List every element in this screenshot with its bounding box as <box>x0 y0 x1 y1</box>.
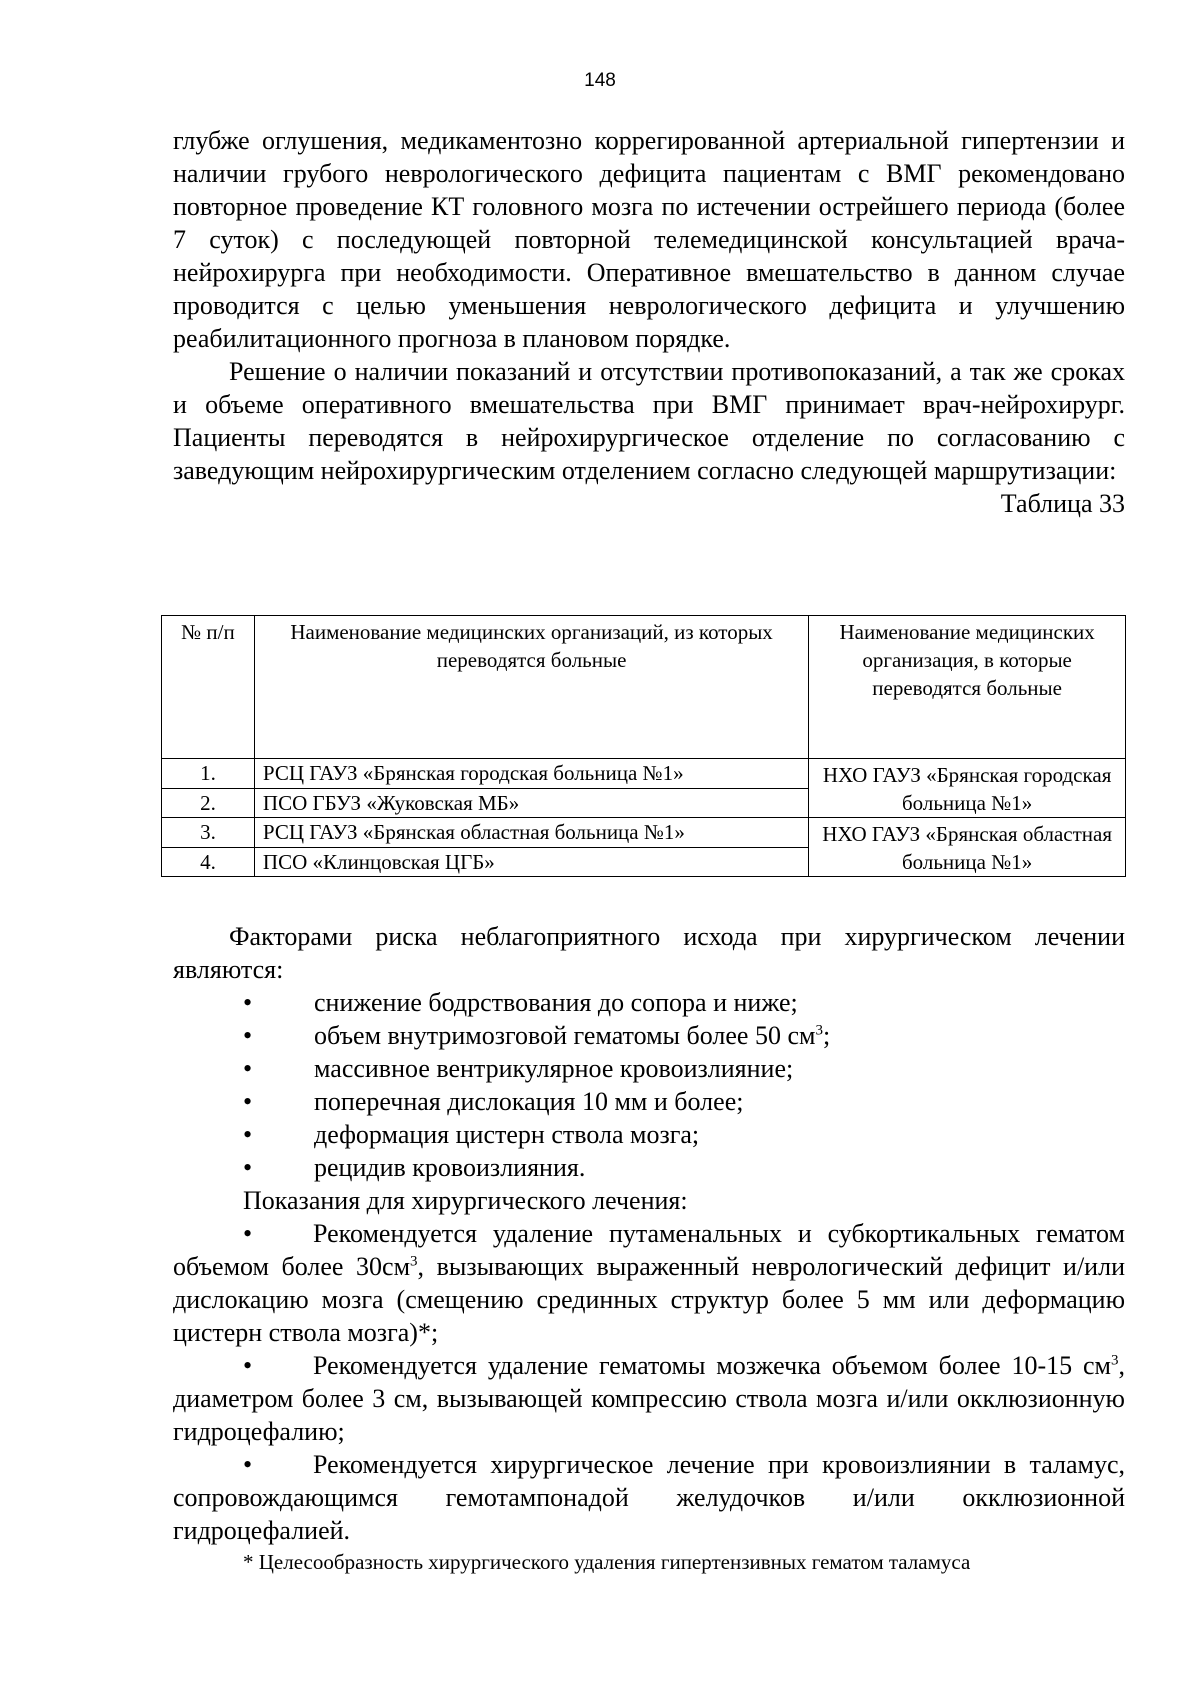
row-from: РСЦ ГАУЗ «Брянская городская больница №1» <box>254 759 808 789</box>
bullet-icon: • <box>243 1054 253 1083</box>
indication-1: • Рекомендуется удаление путаменальных и субкортикальных гематом объемом более $30см^3$, вызывающих выраженный неврологический дефицит и/или дислокацию мозга (смещению срединных структур более 5 мм или деформацию цистерн ствола мозга)*; <box>173 1219 1125 1347</box>
row-num: 4. <box>162 847 255 877</box>
bullet-icon: • <box>243 1351 253 1380</box>
table-row <box>162 759 1126 789</box>
row-destination: НХО ГАУЗ «Брянская областная больница №1» <box>809 818 1126 877</box>
body-text-top <box>173 124 1125 520</box>
row-num: 1. <box>162 759 255 789</box>
routing-table <box>161 615 1126 877</box>
page-number: 148 <box>584 70 616 91</box>
row-num: 3. <box>162 818 255 848</box>
row-destination: НХО ГАУЗ «Брянская городская больница №1» <box>809 759 1126 818</box>
footnote: * Целесообразность хирургического удаления гипертензивных гематом таламуса <box>243 1550 971 1574</box>
bullet-icon: • <box>243 1087 253 1116</box>
bullet-icon: • <box>243 1153 253 1182</box>
bullet-icon: • <box>243 988 253 1017</box>
header-from: Наименование медицинских организаций, из которых переводятся больные <box>254 616 808 759</box>
list-item: • деформация цистерн ствола мозга; <box>243 1120 700 1149</box>
row-from: ПСО «Клинцовская ЦГБ» <box>254 847 808 877</box>
indication-2: • Рекомендуется удаление гематомы мозжечка объемом более 10-15 $см^3$, диаметром более 3 см, вызывающей компрессию ствола мозга и/или окклюзионную гидроцефалию; <box>173 1351 1125 1446</box>
bullet-icon: • <box>243 1120 253 1149</box>
row-from: РСЦ ГАУЗ «Брянская областная больница №1» <box>254 818 808 848</box>
table-row <box>162 818 1126 848</box>
body-text-bottom <box>173 920 1125 1577</box>
row-from: ПСО ГБУЗ «Жуковская МБ» <box>254 788 808 818</box>
list-item: • объем внутримозговой гематомы более 50 $см^3$; <box>243 1021 831 1050</box>
list-item: • рецидив кровоизлияния. <box>243 1153 586 1182</box>
table-header-row <box>162 616 1126 759</box>
row-num: 2. <box>162 788 255 818</box>
risk-factors-intro: Факторами риска неблагоприятного исхода при хирургическом лечении являются: <box>173 922 1125 984</box>
indication-3: • Рекомендуется хирургическое лечение при кровоизлиянии в таламус, сопровождающимся гемотампонадой желудочков и/или окклюзионной гидроцефалией. <box>173 1450 1125 1545</box>
bullet-icon: • <box>243 1450 253 1479</box>
risk-factors-list <box>173 986 1125 1184</box>
bullet-icon: • <box>243 1219 253 1248</box>
header-num: № п/п <box>162 616 255 759</box>
indications-intro: Показания для хирургического лечения: <box>243 1186 688 1215</box>
paragraph-1: глубже оглушения, медикаментозно коррегированной артериальной гипертензии и наличии грубого неврологического дефицита пациентам с ВМГ рекомендовано повторное проведение КТ головного мозга по истечении острейшего периода (более 7 суток) с последующей повторной телемедицинской консультацией врача-нейрохирурга при необходимости. Оперативное вмешательство в данном случае проводится с целью уменьшения неврологического дефицита и улучшению реабилитационного прогноза в плановом порядке. <box>173 126 1125 353</box>
list-item: • поперечная дислокация 10 мм и более; <box>243 1087 744 1116</box>
table-caption: Таблица 33 <box>1000 489 1125 518</box>
bullet-icon: • <box>243 1021 253 1050</box>
list-item: • снижение бодрствования до сопора и ниже; <box>243 988 798 1017</box>
header-to: Наименование медицинских организация, в которые переводятся больные <box>809 616 1126 759</box>
list-item: • массивное вентрикулярное кровоизлияние; <box>243 1054 794 1083</box>
paragraph-2: Решение о наличии показаний и отсутствии противопоказаний, а так же сроках и объеме оперативного вмешательства при ВМГ принимает врач-нейрохирург. Пациенты переводятся в нейрохирургическое отделение по согласованию с заведующим нейрохирургическим отделением согласно следующей маршрутизации: <box>173 357 1125 485</box>
